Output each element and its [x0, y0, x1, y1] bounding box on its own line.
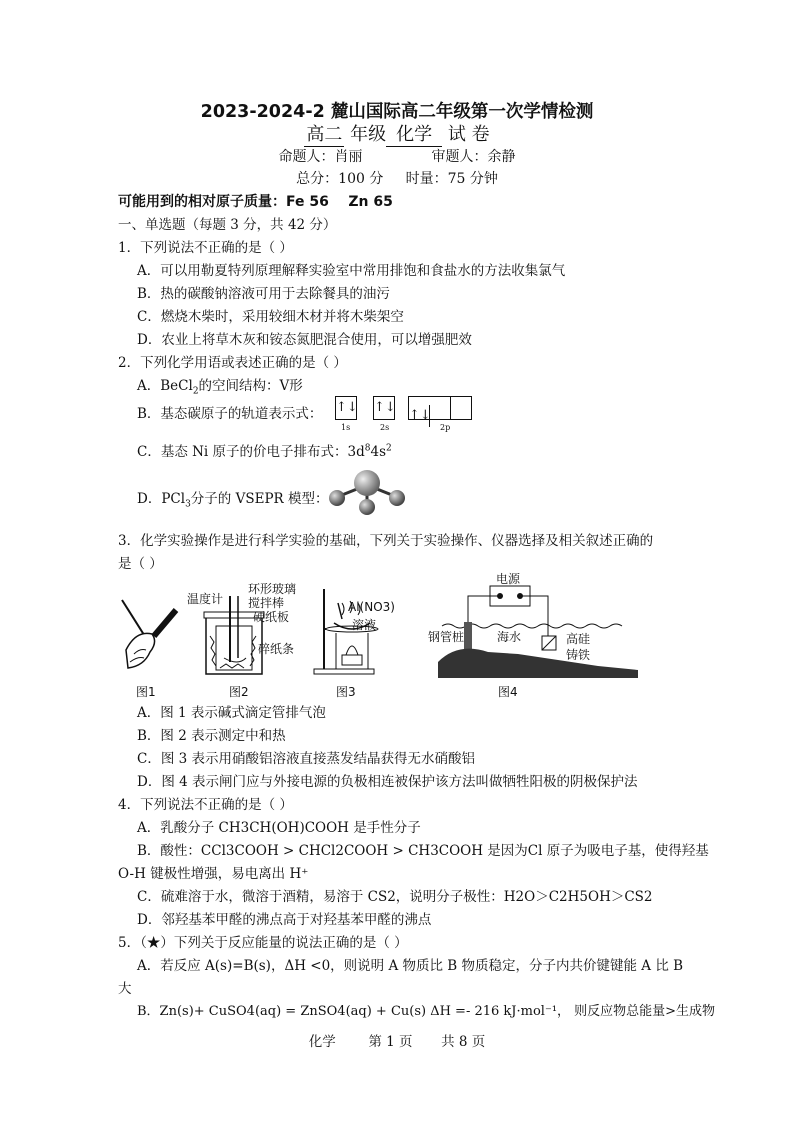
atomic-mass: 可能用到的相对原子质量：Fe 56 Zn 65 [118, 194, 393, 210]
figure3-solution-label: Al(NO3) [348, 600, 395, 614]
grade: 高二 [304, 120, 344, 147]
q3-stem-line1: 3．化学实验操作是进行科学实验的基础，下列关于实验操作、仪器选择及相关叙述正确的 [118, 533, 654, 549]
q3-option-a: A．图 1 表示碱式滴定管排气泡 [137, 705, 326, 721]
q4-option-d: D．邻羟基苯甲醛的沸点高于对羟基苯甲醛的沸点 [137, 912, 432, 928]
figure2-thermometer-label: 温度计 [187, 592, 224, 606]
q2-option-a: A．BeCl$_2$的空间结构：V形 [137, 378, 303, 397]
orbital-label-2p: 2p [440, 423, 451, 432]
figure1-burette-drawing [116, 590, 181, 675]
q1-option-a: A．可以用勒夏特列原理解释实验室中常用排饱和食盐水的方法收集氯气 [137, 263, 566, 279]
q2-stem: 2．下列化学用语或表述正确的是（ ） [118, 355, 347, 371]
paper-label: 试 卷 [447, 124, 490, 145]
q4-stem: 4．下列说法不正确的是（ ） [118, 797, 293, 813]
q3-option-d: D．图 4 表示闸门应与外接电源的负极相连被保护该方法叫做牺牲阳极的阴极保护法 [137, 774, 638, 790]
footer-subject: 化学 [308, 1034, 336, 1050]
figure4-protection-drawing [438, 582, 648, 678]
figure4-iron-label: 铸铁 [566, 648, 591, 662]
authors-line [0, 146, 794, 166]
author: 命题人：肖丽 [278, 149, 363, 165]
reviewer: 审题人：余静 [431, 149, 516, 165]
figure2-label: 图2 [229, 685, 249, 699]
score-info: 总分：100 分 时量：75 分钟 [296, 171, 498, 187]
q4-option-a: A．乳酸分子 CH3CH(OH)COOH 是手性分子 [137, 820, 421, 836]
figure2-cardboard-label: 硬纸板 [253, 610, 290, 624]
figure4-power-label: 电源 [496, 572, 521, 586]
figure2-stirrer-label: 搅拌棒 [248, 596, 285, 610]
q3-stem-line2: 是（ ） [118, 556, 163, 572]
page-footer [0, 1030, 794, 1050]
q4-option-b-line1: B．酸性：CCl3COOH > CHCl2COOH > CH3COOH 是因为Cl 原子为吸电子基，使得羟基 [137, 843, 709, 859]
footer-page: 第 1 页 [368, 1034, 413, 1050]
figure2-paper-label: 碎纸条 [258, 642, 295, 656]
q1-stem: 1．下列说法不正确的是（ ） [118, 240, 293, 256]
section-heading: 一、单选题（每题 3 分，共 42 分） [118, 217, 337, 233]
orbital-1s: ↑↓ [335, 396, 357, 420]
figure2-glass-label: 环形玻璃 [248, 582, 297, 596]
figure1-label: 图1 [136, 685, 156, 699]
q4-option-b-line2: O-H 键极性增强，易电离出 H⁺ [118, 866, 309, 882]
figure4-silicon-label: 高硅 [566, 632, 591, 646]
q4-option-c: C．硫难溶于水，微溶于酒精，易溶于 CS2，说明分子极性：H2O＞C2H5OH＞CS2 [137, 889, 653, 905]
orbital-2p: ↑↓ [408, 396, 472, 420]
subject: 化学 [386, 120, 442, 147]
orbital-label-2s: 2s [380, 423, 390, 432]
figure4-seawater-label: 海水 [497, 630, 522, 644]
q2-option-d: D．PCl$_3$分子的 VSEPR 模型： [137, 491, 329, 510]
q5-stem: 5．（★）下列关于反应能量的说法正确的是（ ） [118, 935, 408, 951]
figure4-label: 图4 [498, 685, 518, 699]
q1-option-c: C．燃烧木柴时，采用较细木材并将木柴架空 [137, 309, 404, 325]
q1-option-d: D．农业上将草木灰和铵态氮肥混合使用，可以增强肥效 [137, 332, 472, 348]
q5-option-a-line1: A．若反应 A(s)=B(s)，ΔH <0，则说明 A 物质比 B 物质稳定，分子内共价键键能 A 比 B [137, 958, 684, 974]
footer-total: 共 8 页 [441, 1034, 486, 1050]
q2-option-c: C．基态 Ni 原子的价电子排布式：$3d^84s^2$ [137, 443, 392, 460]
q2-option-b: B．基态碳原子的轨道表示式： [137, 406, 323, 422]
q3-option-b: B．图 2 表示测定中和热 [137, 728, 286, 744]
orbital-2s: ↑↓ [373, 396, 395, 420]
q1-option-b: B．热的碳酸钠溶液可用于去除餐具的油污 [137, 286, 390, 302]
vsepr-model-figure [325, 467, 410, 515]
q3-option-c: C．图 3 表示用硝酸铝溶液直接蒸发结晶获得无水硝酸铝 [137, 751, 476, 767]
orbital-label-1s: 1s [341, 423, 351, 432]
q5-option-b: B．Zn(s)+ CuSO4(aq) = ZnSO4(aq) + Cu(s) ΔH =- 216 kJ·mol⁻¹， 则反应物总能量>生成物 [137, 1004, 716, 1019]
grade-suffix: 年级 [350, 124, 387, 145]
figure3-solution-label-2: 溶液 [352, 618, 377, 632]
exam-title: 2023-2024-2 麓山国际高二年级第一次学情检测 [200, 102, 594, 122]
exam-subtitle [0, 120, 794, 147]
figure3-label: 图3 [336, 685, 356, 699]
figure4-steel-label: 钢管桩 [428, 630, 465, 644]
q5-option-a-line2: 大 [118, 981, 132, 997]
